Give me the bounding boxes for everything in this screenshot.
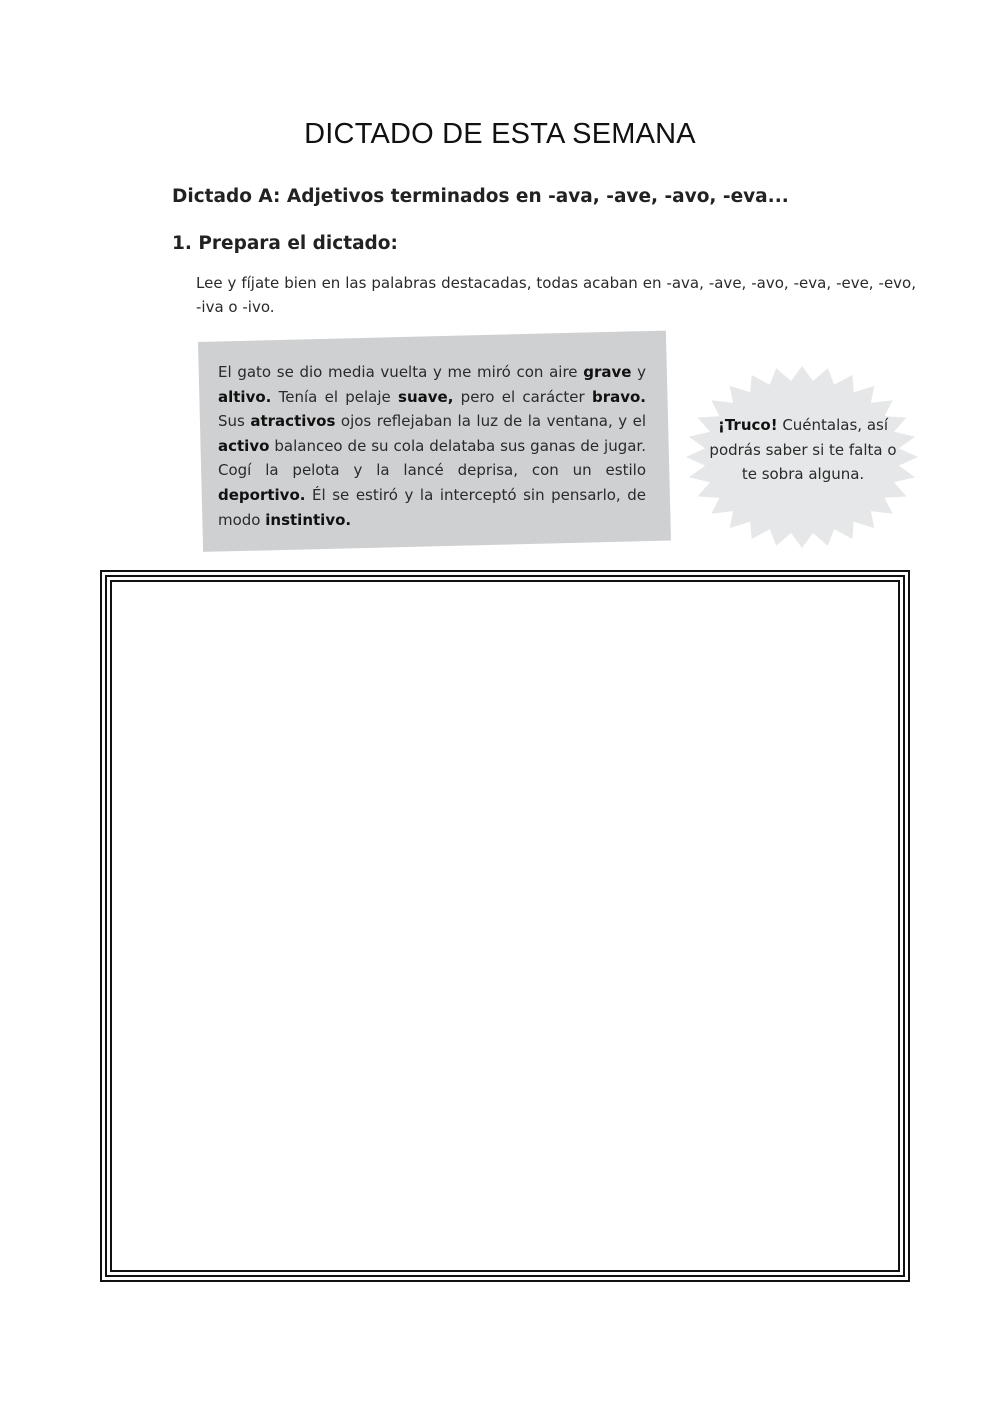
dictation-answer-box[interactable] xyxy=(100,570,910,1282)
tip-text: ¡Truco! Cuéntalas, así podrás saber si te falta o te sobra alguna. xyxy=(709,416,897,483)
page-title: DICTADO DE ESTA SEMANA xyxy=(304,118,696,150)
section-heading: Dictado A: Adjetivos terminados en -ava, -ave, -avo, -eva... xyxy=(172,186,789,207)
step-heading: 1. Prepara el dictado: xyxy=(172,233,398,254)
story-paragraph: El gato se dio media vuelta y me miró con aire grave y altivo. Tenía el pelaje suave, pero el carácter bravo. Sus atractivos ojos reflejaban la luz de la ventana, y el activo balanceo de su cola delataba sus ganas de jugar. Cogí la pelota y la lancé deprisa, con un estilo deportivo. Él se estiró y la interceptó sin pensarlo, de modo instintivo. xyxy=(218,363,646,529)
intro-paragraph: Lee y fíjate bien en las palabras destacadas, todas acaban en -ava, -ave, -avo, -eva, -eve, -evo, -iva o -ivo. xyxy=(196,274,916,316)
